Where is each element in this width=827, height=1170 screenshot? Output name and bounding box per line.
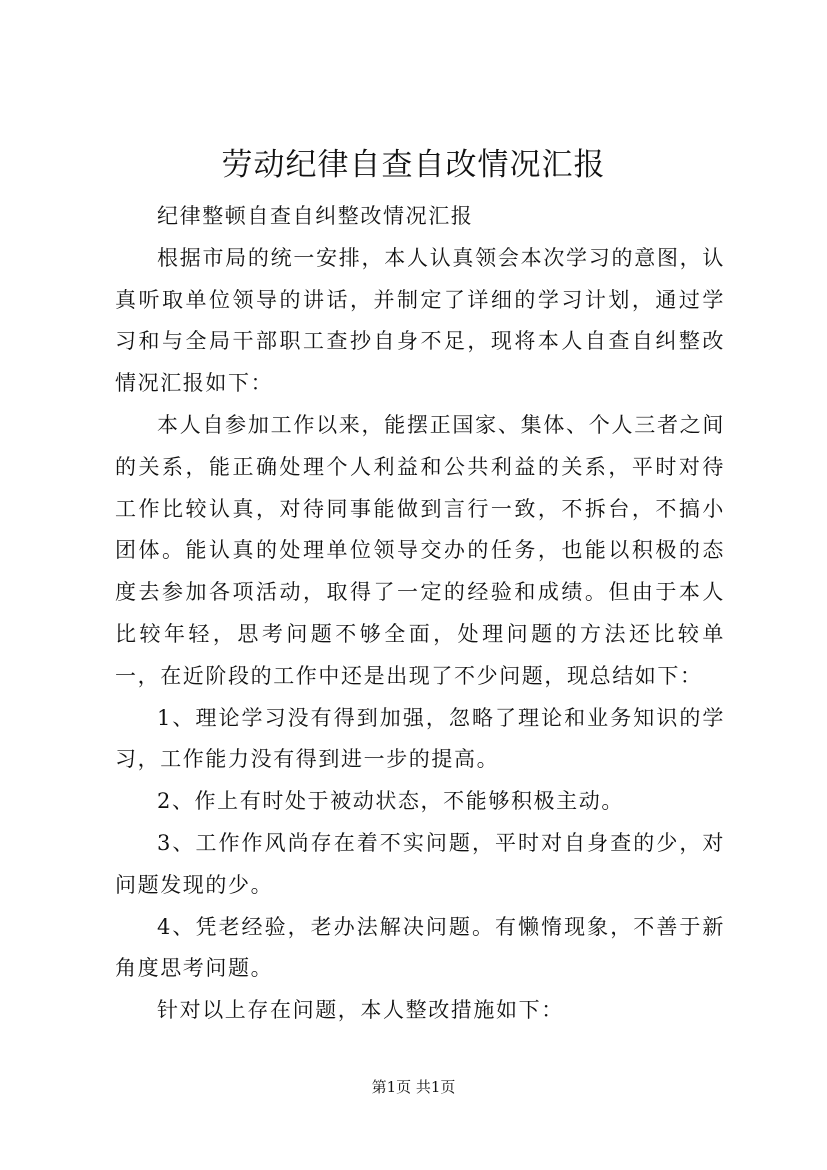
paragraph-subtitle: 纪律整顿自查自纠整改情况汇报 bbox=[157, 204, 474, 228]
paragraph-intro: 根据市局的统一安排，本人认真领会本次学习的意图，认真听取单位领导的讲话，并制定了详细的学习计划，通过学习和与全局干部职工查抄自身不足，现将本人自查自纠整改情况汇报如下： bbox=[115, 245, 725, 396]
paragraph-self-review: 本人自参加工作以来，能摆正国家、集体、个人三者之间的关系，能正确处理个人利益和公共利益的关系，平时对待工作比较认真，对待同事能做到言行一致，不拆台，不搞小团体。能认真的处理单位领导交办的任务，也能以积极的态度去参加各项活动，取得了一定的经验和成绩。但由于本人比较年轻，思考问题不够全面，处理问题的方法还比较单一，在近阶段的工作中还是出现了不少问题，现总结如下： bbox=[115, 412, 725, 688]
paragraph-issue-4: 4、凭老经验，老办法解决问题。有懒惰现象，不善于新角度思考问题。 bbox=[115, 914, 725, 981]
paragraph-issue-1: 1、理论学习没有得到加强，忽略了理论和业务知识的学习，工作能力没有得到进一步的提高。 bbox=[115, 705, 725, 772]
paragraph-measures-intro: 针对以上存在问题，本人整改措施如下： bbox=[157, 998, 564, 1023]
document-title: 劳动纪律自查自改情况汇报 bbox=[221, 147, 606, 183]
page-footer: 第1页 共1页 bbox=[371, 1078, 456, 1096]
paragraph-issue-2: 2、作上有时处于被动状态，不能够积极主动。 bbox=[157, 789, 624, 814]
paragraph-issue-3: 3、工作作风尚存在着不实问题，平时对自身查的少，对问题发现的少。 bbox=[115, 830, 725, 897]
document-body bbox=[115, 196, 725, 1032]
